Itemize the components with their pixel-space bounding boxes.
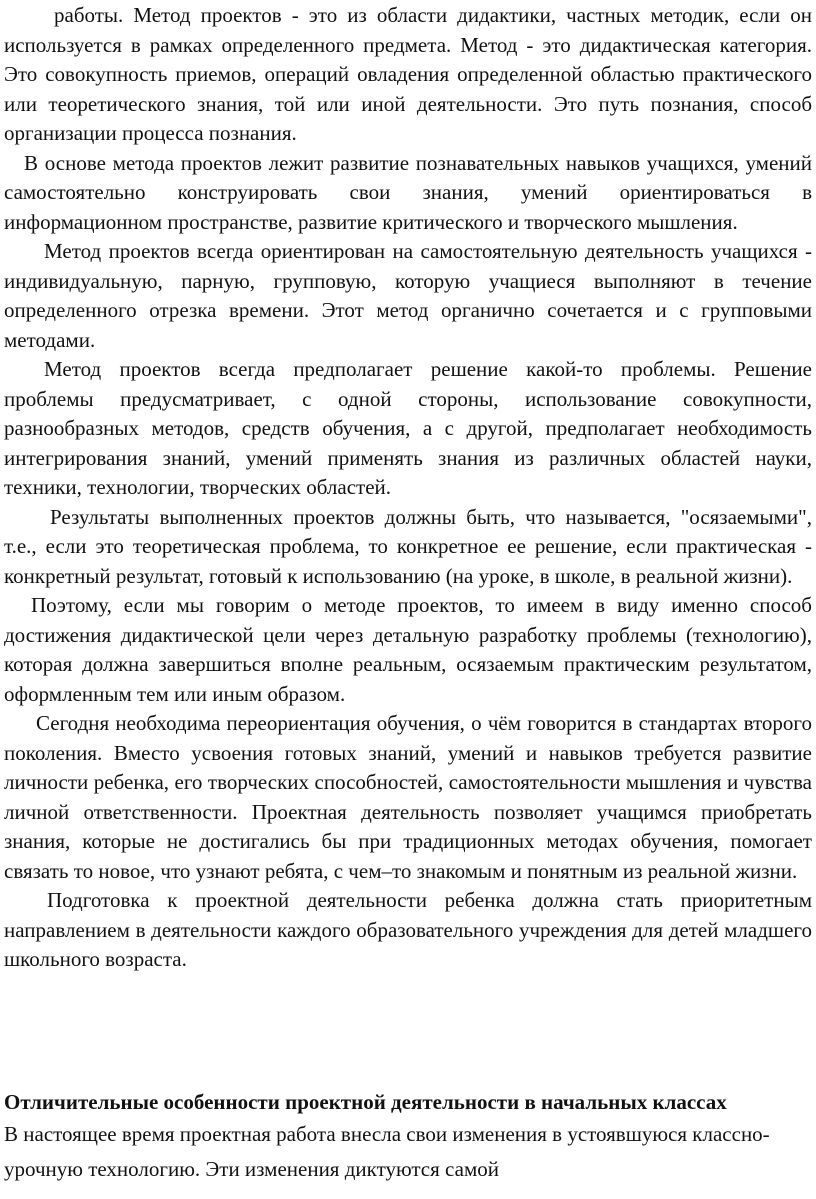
paragraph-method-definition: работы. Метод проектов - это из области дидактики, частных методик, если он используется в рамках определенного предмета. Метод - это дидактическая категория. Это совокупность приемов, операций овладения определенной областью практического или теоретического знания, той или иной деятельности. Это путь познания, способ организации процесса познания. xyxy=(4,3,812,145)
paragraph-independent-activity: Метод проектов всегда ориентирован на самостоятельную деятельность учащихся - индивидуальную, парную, групповую, которую учащиеся выполняют в течение определенного отрезка времени. Этот метод органично сочетается и с групповыми методами. xyxy=(4,239,812,352)
paragraph-reorientation: Сегодня необходима переориентация обучения, о чём говорится в стандартах второго поколения. Вместо усвоения готовых знаний, умений и навыков требуется развитие личности ребенка, его творческих способностей, самостоятельности мышления и чувства личной ответственности. Проектная деятельность позволяет учащимся приобретать знания, которые не достигались бы при традиционных методах обучения, помогает связать то новое, что узнают ребята, с чем–то знакомым и понятным из реальной жизни. xyxy=(4,711,812,883)
paragraph-cognitive-skills: В основе метода проектов лежит развитие познавательных навыков учащихся, умений самостоятельно конструировать свои знания, умений ориентироваться в информационном пространстве, развитие критического и творческого мышления. xyxy=(4,150,812,234)
paragraph-didactic-goal: Поэтому, если мы говорим о методе проектов, то имеем в виду именно способ достижения дидактической цели через детальную разработку проблемы (технологию), которая должна завершиться вполне реальным, осязаемым практическим результатом, оформленным тем или иным образом. xyxy=(4,593,812,706)
paragraph-problem-solving: Метод проектов всегда предполагает решение какой-то проблемы. Решение проблемы предусматривает, с одной стороны, использование совокупности, разнообразных методов, средств обучения, а с другой, предполагает необходимость интегрирования знаний, умений применять знания из различных областей науки, техники, технологии, творческих областей. xyxy=(4,357,812,499)
section-intro-paragraph: В настоящее время проектная работа внесла свои изменения в устоявшуюся классно-урочную технологию. Эти изменения диктуются самой xyxy=(4,1122,770,1181)
paragraph-tangible-results: Результаты выполненных проектов должны быть, что называется, "осязаемыми", т.е., если это теоретическая проблема, то конкретное ее решение, если практическая - конкретный результат, готовый к использованию (на уроке, в школе, в реальной жизни). xyxy=(4,504,812,588)
paragraph-preparation: Подготовка к проектной деятельности ребенка должна стать приоритетным направлением в деятельности каждого образовательного учреждения для детей младшего школьного возраста. xyxy=(4,888,812,971)
section-heading: Отличительные особенности проектной деятельности в начальных классах xyxy=(4,1090,727,1114)
